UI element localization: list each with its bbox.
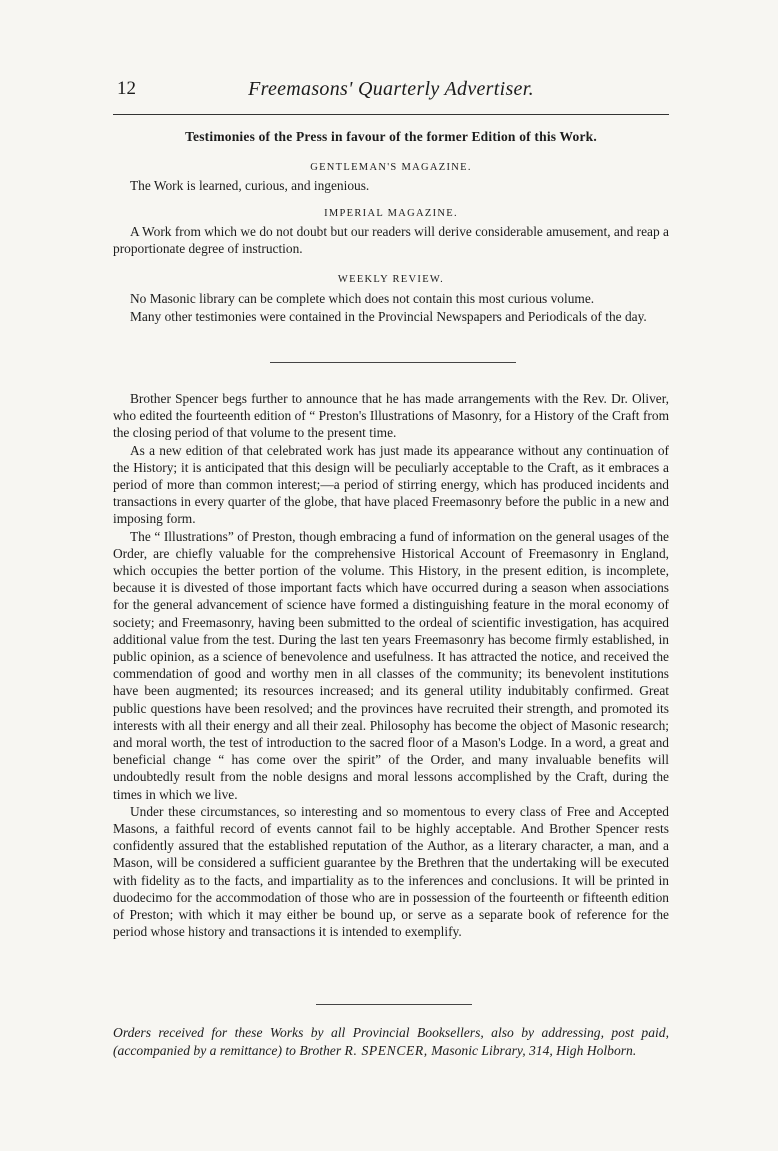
running-title: Freemasons' Quarterly Advertiser.: [248, 78, 534, 100]
orders-divider: [316, 1004, 472, 1005]
header-rule: [113, 114, 669, 115]
source-weekly-review: WEEKLY REVIEW.: [337, 274, 445, 285]
testimonies-heading: Testimonies of the Press in favour of the former Edition of this Work.: [185, 129, 597, 144]
closing-text: Many other testimonies were contained in the Provincial Newspapers and Periodicals of the day.: [130, 309, 647, 324]
testimony-imperial-magazine: [113, 223, 669, 257]
announcement-paragraph-1: Brother Spencer begs further to announce that he has made arrangements with the Rev. Dr. Oliver, who edited the fourteenth edition of “ Preston's Illustrations of Masonry, for a History of the Craft from the closing period of that volume to the present time.: [113, 391, 669, 441]
orders-notice: [113, 1024, 669, 1060]
announcement-paragraph-3: The “ Illustrations” of Preston, though embracing a fund of information on the general usages of the Order, are chiefly valuable for the comprehensive Historical Account of Freemasonry in England, which occupies the better portion of the volume. This History, in the present edition, is incomplete, because it is divested of those important facts which have occurred during a season when associations for the general advancement of science have formed a distinguishing feature in the moral economy of society; and Freemasonry, having been submitted to the ordeal of scientific investigation, has acquired additional value from the test. During the last ten years Freemasonry has become firmly established, in public opinion, as a science of benevolence and usefulness. It has attracted the notice, and received the commendation of good and worthy men in all classes of the community; its benevolent institutions have been augmented; its resources increased; and its general utility indubitably confirmed. Great public questions have been resolved; and the provinces have recruited their strength, and promoted its interests with all their energy and all their zeal. Philosophy has become the object of Masonic research; and moral worth, the test of introduction to the sacred floor of a Mason's Lodge. In a word, a great and beneficial change “ has come over the spirit” of the Order, and many invaluable benefits will undoubtedly result from the noble designs and moral lessons accomplished by the Craft, during the times in which we live.: [113, 528, 669, 802]
orders-text-after: Masonic Library, 314, High Holborn.: [427, 1043, 637, 1058]
testimonies-closing: [113, 308, 669, 325]
announcement-paragraph-4: Under these circumstances, so interesting and so momentous to every class of Free and Accepted Masons, a faithful record of events cannot fail to be highly acceptable. And Brother Spencer rests confidently assured that the established reputation of the Author, as a literary character, a man, and a Mason, will be considered a sufficient guarantee by the Brethren that the undertaking will be executed with fidelity as to the facts, and impartiality as to the inferences and conclusions. It will be printed in duodecimo for the accommodation of those who are in possession of the fourteenth or fifteenth edition of Preston; with which it may either be bound up, or serve as a separate book of reference for the period whose history and transactions it is intended to exemplify.: [113, 803, 669, 940]
page-number: 12: [117, 78, 136, 99]
announcement-paragraph-2: As a new edition of that celebrated work has just made its appearance without any continuation of the History; it is anticipated that this design will be peculiarly acceptable to the Craft, as it embraces a period of more than common interest;—a period of stirring energy, which has produced incidents and transactions in every quarter of the globe, that have placed Freemasonry before the public in a new and imposing form.: [113, 442, 669, 527]
bookseller-name: R. SPENCER,: [344, 1043, 428, 1058]
announcement-body: [113, 390, 669, 941]
testimony-text: No Masonic library can be complete which does not contain this most curious volume.: [130, 291, 595, 306]
testimony-gentlemans-magazine: [113, 177, 669, 194]
page-header: [113, 76, 669, 110]
source-gentlemans-magazine: GENTLEMAN'S MAGAZINE.: [310, 162, 472, 173]
testimony-text: A Work from which we do not doubt but our readers will derive considerable amusement, and reap a proportionate degree of instruction.: [113, 224, 669, 257]
testimony-text: The Work is learned, curious, and ingenious.: [130, 178, 370, 193]
section-divider: [270, 362, 516, 363]
testimony-weekly-review: [113, 290, 669, 307]
orders-text-before: Orders received for these Works by all Provincial Booksellers, also by addressing, post paid, (accompanied by a remittance) to Brother: [113, 1025, 669, 1058]
source-imperial-magazine: IMPERIAL MAGAZINE.: [324, 208, 458, 219]
